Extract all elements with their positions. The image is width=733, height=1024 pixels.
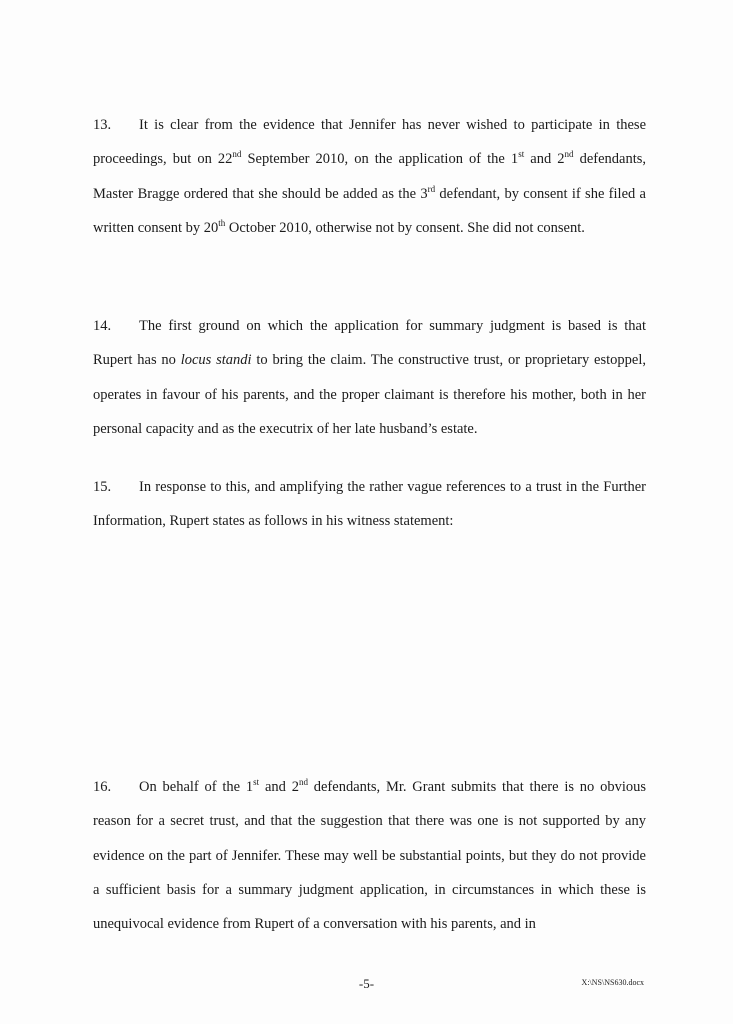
latin-term: locus standi (180, 352, 252, 369)
ordinal-suffix: nd (232, 149, 242, 160)
paragraph-number: 13. (93, 117, 112, 133)
paragraph-text: September 2010, on the application of the 1 (241, 151, 519, 168)
paragraph-text: defendants, Mr. Grant submits that there is no obvious reason for a secret trust, and that the suggestion that there was one is not supported by any evidence on the part of Jennifer. These may well be substantial points, but they do not provide a sufficient basis for a summary judgment application, in circumstances in which these is unequivocal evidence from Rupert of a conversation with his parents, and in (93, 779, 646, 933)
paragraph-text: October 2010, otherwise not by consent. She did not consent. (225, 219, 585, 236)
paragraph-14 (93, 309, 646, 446)
paragraph-number: 16. (93, 779, 112, 795)
file-reference: X:\NS\NS630.docx (581, 978, 644, 987)
paragraph-number: 14. (93, 318, 112, 334)
paragraph-16 (93, 770, 646, 941)
ordinal-suffix: nd (298, 777, 308, 788)
paragraph-text: and 2 (259, 779, 299, 795)
paragraph-text: defendant, by consent if she filed a written consent by 20 (93, 185, 646, 236)
paragraph-text: and 2 (524, 151, 565, 168)
paragraph-text: The first ground on which the application for summary judgment is based is that Rupert has no (93, 318, 646, 369)
ordinal-suffix: st (253, 777, 260, 788)
paragraph-text: to bring the claim. The constructive trust, or proprietary estoppel, operates in favour of his parents, and the proper claimant is therefore his mother, both in her personal capacity and as the executrix of her late husband’s estate. (93, 352, 646, 437)
paragraph-13 (93, 108, 646, 245)
ordinal-suffix: th (218, 218, 226, 229)
paragraph-15 (93, 470, 646, 539)
paragraph-text: In response to this, and amplifying the rather vague references to a trust in the Further Information, Rupert states as follows in his witness statement: (93, 479, 646, 530)
paragraph-text: On behalf of the 1 (139, 779, 254, 795)
paragraph-text: It is clear from the evidence that Jennifer has never wished to participate in these proceedings, but on 22 (93, 117, 646, 168)
paragraph-text: defendants, Master Bragge ordered that she should be added as the 3 (93, 151, 647, 202)
page-number: -5- (358, 976, 375, 991)
ordinal-suffix: st (518, 149, 525, 160)
paragraph-number: 15. (93, 479, 112, 495)
ordinal-suffix: nd (564, 149, 574, 160)
ordinal-suffix: rd (427, 183, 436, 194)
